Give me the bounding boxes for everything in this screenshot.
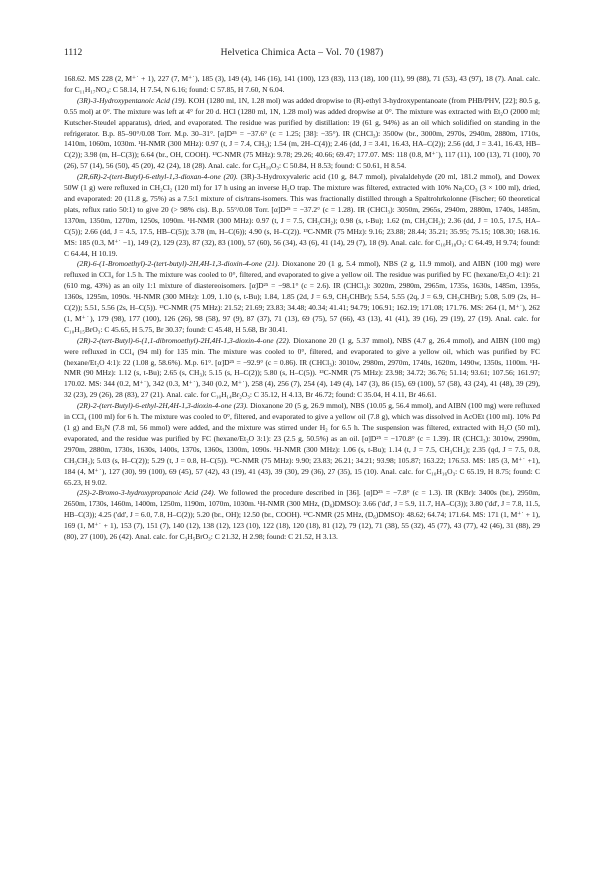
compound-heading: (2S)-2-Bromo-3-hydroxypropanoic Acid (24). [77, 488, 216, 498]
compound-heading: (2R)-2-(tert-Butyl)-6-ethyl-2H,4H-1,3-dioxin-4-one (23). [77, 401, 249, 411]
paragraph-text: Dioxanone 20 (1 g, 5.4 mmol), NBS (2 g, 11.9 mmol), and AIBN (100 mg) were refluxed in CCl₄ for 1.5 h. The mixture was cooled to 0°, filtered, and evaporated to give a yellow oil. The residue was purified by FC (hexane/Et₂O 4:1): 21 (610 mg, 43%) as an oily 1:1 mixture of diastereoisomers. [α]D²⁵ = −98.1° (c = 2.6). IR (CHCl₃): 3020m, 2980m, 2965m, 1735s, 1630s, 1485m, 1395s, 1360s, 1295m, 1090s. ¹H-NMR (300 MHz): 1.09, 1.10 (s, t-Bu); 1.84, 1.85 (2d, J = 6.9, CH₃CHBr); 5.54, 5.55 (2q, J = 6.9, CH₃CHBr); 5.08, 5.09 (2s, H–C(2)); 5.51, 5.56 (2s, H–C(5)). ¹³C-NMR (75 MHz): 21.52; 21.69; 23.83; 34.48; 40.34; 41.41; 94.79; 106.91; 162.19; 171.08; 171.76. MS: 264 (1, M⁺˙), 262 (1, M⁺˙), 179 (98), 177 (100), 126 (26), 98 (58), 97 (9), 87 (37), 71 (13), 69 (75), 57 (66), 43 (13), 41 (41), 39 (16), 29 (19), 27 (19). Anal. calc. for C₁₀H₁₅BrO₃: C 45.65, H 5.75, Br 30.37; found: C 45.48, H 5.68, Br 30.41. [64, 259, 540, 334]
paragraph-text: We followed the procedure described in [36]. [α]D²⁵ = −7.8° (c = 1.3). IR (KBr): 3400s (br.), 2950m, 2650m, 1730s, 1460m, 1400m, 1250m, 1190m, 1070m, 1030m. ¹H-NMR (300 MHz, (D₆)DMSO): 3.66 ('dd', J = 5.9, 11.7, HA–C(3)); 3.80 ('dd', J = 7.8, 11.5, HB–C(3)); 4.25 ('dd', J = 6.0, 7.8, H–C(2)); 5.20 (br., OH); 12.50 (br., COOH). ¹³C-NMR (25 MHz, (D₆)DMSO): 48.62; 64.74; 171.64. MS: 171 (1, M⁺˙ + 1), 169 (1, M⁺˙ + 1), 153 (7), 151 (7), 140 (12), 138 (12), 123 (10), 122 (18), 120 (18), 81 (12), 79 (12), 71 (38), 55 (32), 45 (77), 43 (77), 42 (46), 31 (88), 29 (80), 27 (100), 26 (42). Anal. calc. for C₃H₅BrO₃: C 21.32, H 2.98; found: C 21.52, H 3.13. [64, 488, 540, 542]
paragraph-text: Dioxanone 20 (1 g, 5.37 mmol), NBS (4.7 g, 26.4 mmol), and AIBN (100 mg) were refluxed in CCl₄ (94 ml) for 135 min. The mixture was cooled to 0°, filtered, and evaporated to give a yellow oil, which was purified by FC (hexane/Et₂O 4:1): 22 (1.08 g, 58.6%). M.p. 61°. [α]D²⁵ = −92.9° (c = 0.86). IR (CHCl₃): 3010w, 2980m, 2970m, 1740s, 1620m, 1490w, 1350s, 1100m. ¹H-NMR (90 MHz): 1.12 (s, t-Bu); 2.65 (s, CH₃); 5.15 (s, H–C(2)); 5.80 (s, H–C(5)). ¹³C-NMR (75 MHz): 23.98; 34.72; 36.76; 51.14; 93.61; 107.56; 161.97; 170.02. MS: 344 (0.2, M⁺˙), 342 (0.3, M⁺˙), 340 (0.2, M⁺˙), 258 (4), 256 (7), 254 (4), 149 (4), 147 (3), 86 (15), 69 (100), 57 (58), 43 (24), 41 (48), 39 (29), 32 (23), 29 (26), 28 (83), 27 (21). Anal. calc. for C₁₀H₁₄Br₂O₃: C 35.12, H 4.13, Br 46.72; found: C 35.04, H 4.11, Br 46.61. [64, 335, 540, 400]
paragraph-compound-19 [64, 96, 540, 172]
paragraph-text: Dioxanone 20 (5 g, 26.9 mmol), NBS (10.05 g, 56.4 mmol), and AIBN (100 mg) were refluxed in CCl₄ (100 ml) for 6 h. The mixture was cooled to 0°, filtered, and evaporated to give a yellow oil (7.8 g), which was dissolved in AcOEt (100 ml). 10% Pd (1 g) and Et₃N (7.8 ml, 56 mmol) were added, and the mixture was stirred under H₂ for 6.5 h. The suspension was filtered, extracted with H₂O (50 ml), evaporated, and the residue was purified by FC (hexane/Et₂O 3:1): 23 (2.5 g, 50.5%) as an oil. [α]D²⁵ = −170.8° (c = 1.39). IR (CHCl₃): 3010w, 2990m, 2970m, 2880m, 1730s, 1630s, 1400s, 1370s, 1360s, 1300m, 1090s. ¹H-NMR (300 MHz): 1.06 (s, t-Bu); 1.14 (t, J = 7.5, CH₃CH₂); 2.35 (qd, J = 7.5, 0.8, CH₃CH₂); 5.03 (s, H–C(2)); 5.29 (t, J = 0.8, H–C(5)). ¹³C-NMR (75 MHz): 9.90; 23.83; 26.21; 34.21; 93.98; 105.87; 163.22; 176.53. MS: 185 (3, M⁺˙ +1), 184 (4, M⁺˙), 127 (30), 99 (100), 69 (45), 57 (42), 43 (19), 41 (43), 39 (30), 29 (36), 27 (35), 15 (10). Anal. calc. for C₁₀H₁₆O₃: C 65.19, H 8.75; found: C 65.23, H 9.02. [64, 401, 540, 487]
journal-title: Helvetica Chimica Acta – Vol. 70 (1987) [220, 48, 384, 58]
paragraph-text: (3R)-3-Hydroxyvaleric acid (10 g, 84.7 mmol), pivalaldehyde (20 ml, 181.2 mmol), and Dowex 50W (1 g) were refluxed in CH₂Cl₂ (120 ml) for 17 h using an inverse H₂O trap. The mixture was filtered, extracted with 10% Na₂CO₃ (3 × 100 ml), dried, and evaporated: 20 (11.8 g, 75%) as a 7.5:1 mixture of cis/trans-isomers. This was fractionally distilled through a Spaltrohrkolonne (Fischer; 60 theoretical plats, reflux ratio 50:1) to give 20 (> 98% cis). B.p. 55°/0.08 Torr. [α]D²⁵ = −37.2° (c = 1.28). IR (CHCl₃): 3050m, 2965s, 2940m, 2880m, 1740s, 1485m, 1370m, 1350m, 1270m, 1250s, 1090m. ¹H-NMR (300 MHz): 0.97 (t, J = 7.5, CH₃CH₂); 0.98 (s, t-Bu); 1.62 (m, CH₃CH₂); 2.36 (dd, J = 10.5, 17.5, HA–C(5)); 2.66 (dd, J = 4.5, 17.5, HB–C(5)); 3.78 (m, H–C(6)); 4.90 (s, H–C(2)). ¹³C-NMR (75 MHz): 9.16; 23.88; 28.44; 35.21; 35.95; 75.15; 108.30; 168.16. MS: 185 (0.3, M⁺˙ −1), 149 (2), 129 (23), 87 (32), 83 (100), 57 (60), 56 (34), 43 (6), 41 (14), 29 (7), 18 (9). Anal. calc. for C₁₀H₁₈O₃: C 64.49, H 9.74; found: C 64.44, H 10.19. [64, 172, 540, 258]
compound-heading: (2R)-6-(1-Bromoethyl)-2-(tert-butyl)-2H,4H-1,3-dioxin-4-one (21). [77, 259, 280, 269]
paragraph-text: KOH (1280 ml, 1N, 1.28 mol) was added dropwise to (R)-ethyl 3-hydroxypentanoate (from PHB/PHV, [22]; 80.5 g, 0.55 mol) at 0°. The mixture was left at 4° for 20 d. HCl (1280 ml, 1N, 1.28 mol) was added dropwise at 0°. The mixture was extracted with Et₂O (2000 ml; Kutscher-Steudel apparatus), dried, and evaporated. The residue was purified by distillation: 19 (61 g, 94%) as an oil which solidified on standing in the refrigerator. B.p. 85–90°/0.08 Torr. M.p. 30–31°. [α]D²⁵ = −37.6° (c = 1.25; [38]: −35°). IR (CHCl₃): 3500w (br., 3000m, 2970s, 2940m, 2880m, 1710s, 1410m, 1060m, 1030m. ¹H-NMR (300 MHz): 0.97 (t, J = 7.4, CH₃); 1.54 (m, 2H–C(4)); 2.46 (dd, J = 3.41, 16.43, HA–C(2)); 2.56 (dd, J = 3.41, 16.43, HB–C(2)); 3.98 (m, H–C(3)); 6.64 (br., OH, COOH). ¹³C-NMR (75 MHz): 9.78; 29.26; 40.66; 69.47; 177.07. MS: 118 (0.8, M⁺˙), 117 (11), 100 (13), 71 (100), 70 (26), 57 (14), 56 (50), 45 (20), 42 (24), 18 (28). Anal. calc. for C₅H₁₀O₃: C 50.84, H 8.53; found: C 50.61, H 8.54. [64, 95, 541, 171]
paragraph-continuation [64, 74, 540, 96]
text-body [64, 74, 540, 543]
paragraph-compound-24 [64, 488, 540, 543]
paragraph-compound-22 [64, 336, 540, 401]
page-number: 1112 [64, 48, 83, 58]
running-header [64, 46, 540, 60]
compound-heading: (2R)-2-(tert-Butyl)-6-(1,1-dibromoethyl)-2H,4H-1,3-dioxin-4-one (22). [77, 335, 291, 345]
paragraph-text: 168.62. MS 228 (2, M⁺˙ + 1), 227 (7, M⁺˙), 185 (3), 149 (4), 146 (16), 141 (100), 123 (83), 113 (18), 100 (11), 99 (88), 71 (53), 43 (97), 18 (7). Anal. calc. for C₁₁H₁₇NO₄: C 58.14, H 7.54, N 6.16; found: C 57.85, H 7.60, N 6.04. [64, 74, 540, 94]
paragraph-compound-20 [64, 172, 540, 259]
paragraph-compound-21 [64, 259, 540, 335]
compound-heading: (3R)-3-Hydroxypentanoic Acid (19). [77, 95, 187, 105]
compound-heading: (2R,6R)-2-(tert-Butyl)-6-ethyl-1,3-dioxan-4-one (20). [77, 172, 238, 182]
paragraph-compound-23 [64, 401, 540, 488]
